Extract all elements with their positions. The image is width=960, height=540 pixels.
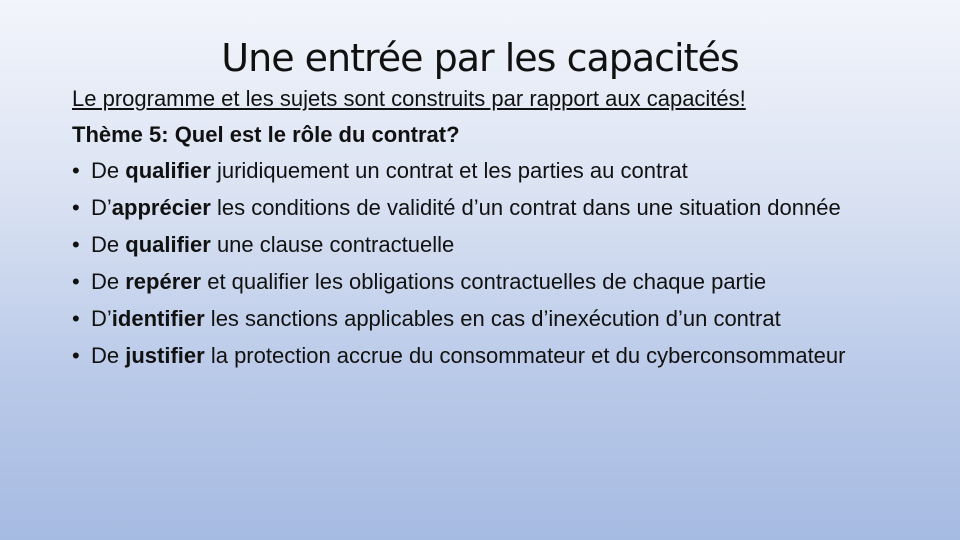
- bullet-icon: •: [72, 306, 80, 331]
- item-text: et qualifier les obligations contractuelles de chaque partie: [201, 269, 767, 294]
- capacity-list: [72, 158, 902, 369]
- item-verb: justifier: [125, 343, 205, 368]
- theme-heading: Thème 5: Quel est le rôle du contrat?: [72, 122, 460, 147]
- list-item: [72, 232, 902, 258]
- list-item: [72, 306, 902, 332]
- bullet-icon: •: [72, 343, 80, 368]
- item-verb: repérer: [125, 269, 202, 294]
- item-text: les conditions de validité d’un contrat dans une situation donnée: [210, 195, 841, 220]
- bullet-icon: •: [72, 232, 80, 257]
- list-item: [72, 343, 902, 369]
- item-prefix: De: [91, 232, 126, 257]
- item-prefix: D’: [91, 195, 112, 220]
- item-text: les sanctions applicables en cas d’inexécution d’un contrat: [204, 306, 781, 331]
- bullet-icon: •: [72, 158, 80, 183]
- item-text: la protection accrue du consommateur et du cyberconsommateur: [204, 343, 846, 368]
- item-text: une clause contractuelle: [210, 232, 455, 257]
- item-verb: identifier: [111, 306, 205, 331]
- item-prefix: De: [91, 158, 126, 183]
- slide-body: [72, 86, 902, 380]
- bullet-icon: •: [72, 195, 80, 220]
- item-prefix: De: [91, 343, 126, 368]
- intro-text: Le programme et les sujets sont construits par rapport aux capacités!: [72, 86, 746, 111]
- item-prefix: De: [91, 269, 126, 294]
- slide-title: Une entrée par les capacités: [221, 36, 739, 80]
- list-item: [72, 269, 902, 295]
- item-verb: apprécier: [111, 195, 211, 220]
- item-text: juridiquement un contrat et les parties au contrat: [210, 158, 688, 183]
- item-prefix: D’: [91, 306, 112, 331]
- item-verb: qualifier: [125, 158, 211, 183]
- bullet-icon: •: [72, 269, 80, 294]
- list-item: [72, 195, 902, 221]
- list-item: [72, 158, 902, 184]
- item-verb: qualifier: [125, 232, 211, 257]
